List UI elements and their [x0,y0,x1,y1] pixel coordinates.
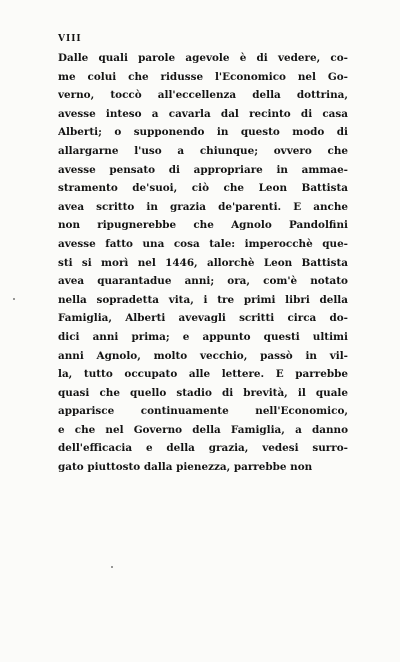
body-text [58,49,348,477]
page-number: VIII [58,34,82,44]
text-line: avesse inteso a cavarla dal recinto di casa [58,107,348,120]
text-line: allargarne l'uso a chiunque; ovvero che [58,144,348,157]
paper-speck [13,298,15,300]
text-line: stramento de'suoi, ciò che Leon Battista [58,182,348,195]
text-line: Famiglia, Alberti avevagli scritti circa do- [58,312,348,325]
text-line: avesse fatto una cosa tale: imperocchè que- [58,237,348,250]
text-line: dell'efficacia e della grazia, vedesi surro- [58,442,348,455]
text-line: avea quarantadue anni; ora, com'è notato [58,275,348,288]
text-line: anni Agnolo, molto vecchio, passò in vil- [58,349,348,362]
paper-speck [111,566,113,568]
text-line: Dalle quali parole agevole è di vedere, co- [58,52,348,64]
text-line: dici anni prima; e appunto questi ultimi [58,330,348,343]
text-line: e che nel Governo della Famiglia, a danno [58,423,348,436]
text-line: sti si morì nel 1446, allorchè Leon Battista [58,256,348,269]
text-line: non ripugnerebbe che Agnolo Pandolfini [58,219,348,232]
text-line: avesse pensato di appropriare in ammae- [58,163,348,176]
text-line: la, tutto occupato alle lettere. E parrebbe [58,368,348,381]
text-line: me colui che ridusse l'Economico nel Go- [58,70,348,83]
text-line: apparisce continuamente nell'Economico, [58,405,348,418]
text-line: nella sopradetta vita, i tre primi libri della [58,293,348,306]
text-line: avea scritto in grazia de'parenti. E anche [58,200,348,213]
text-line: verno, toccò all'eccellenza della dottrina, [58,89,348,102]
text-line: gato piuttosto dalla pienezza, parrebbe non [58,461,313,474]
text-line: Alberti; o supponendo in questo modo di [58,126,348,139]
text-line: quasi che quello stadio di brevità, il quale [58,386,348,399]
